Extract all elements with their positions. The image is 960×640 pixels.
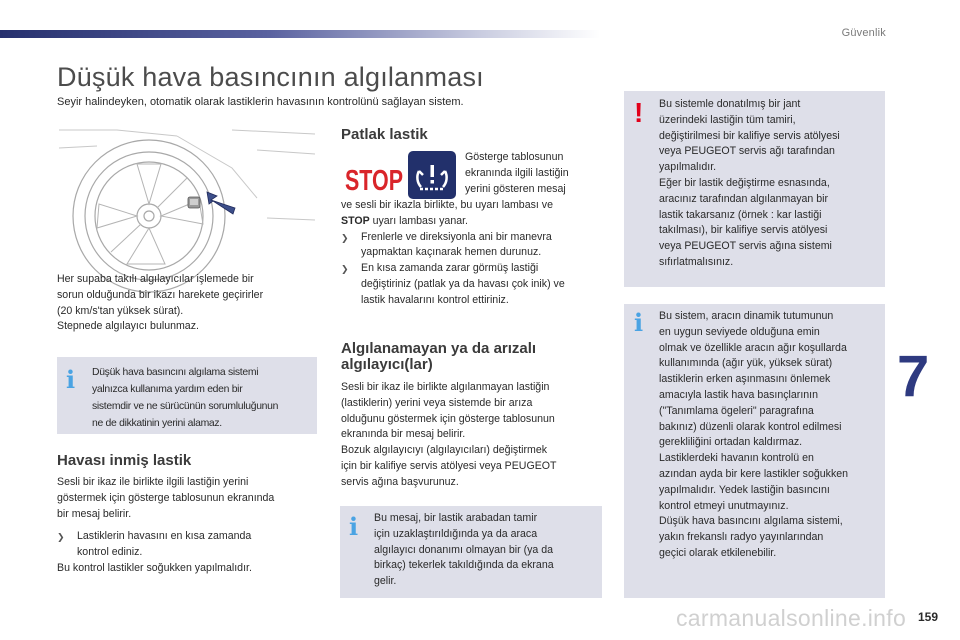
text-line: Stepnede algılayıcı bulunmaz. [57,320,199,333]
text-line: yerini gösteren mesaj [465,182,566,195]
text-line: yapılmalıdır. [659,161,717,174]
text-line: ne de dikkatinin yerini alamaz. [92,418,222,429]
chapter-number: 7 [897,344,930,409]
text-line: olduğunu göstermek için gösterge tablosunun [341,412,555,425]
text-line: ("Tanımlama ögeleri" paragrafına [659,404,814,417]
text-line: için bir kalifiye servis atölyesi veya PEUGEOT [341,459,557,472]
text-line: Her supaba takılı algılayıcılar işlemede bir [57,273,254,285]
text-line: kontrol etmeyi unutmayınız. [659,499,789,512]
puncture-side-text [465,150,595,197]
page-title: Düşük hava basıncının algılanması [57,62,484,92]
text-line: ve sesli bir ikazla birlikte, bu uyarı lambası ve [341,199,553,211]
info-box-text [92,364,314,432]
info-box-text [374,511,596,590]
stop-label: STOP [345,165,403,197]
text-line: sıfırlatmalısınız. [659,255,734,268]
text-line: üzerindeki lastiğin tüm tamiri, [659,113,796,126]
tire-valve-sensor-illustration [57,128,317,260]
text-line: Gösterge tablosunun [465,151,564,163]
text-line: Bu sistemle donatılmış bir jant [659,98,801,110]
text-line: Bu mesaj, bir lastik arabadan tamir [374,512,538,524]
text-line: yapmaktan kaçınarak hemen durunuz. [361,246,542,259]
info-box-text [659,309,883,562]
text-line: amacıyla lastik hava basınçlarının [659,388,818,401]
text-line: olmak ve özellikle aracın ağır koşullarda [659,341,847,354]
text-line: yalnızca kullanıma yardım eden bir [92,384,243,395]
text-line: ekranında ilgili lastiğin [465,166,569,179]
text-line: lastiklerin erken aşınmasını önlemek [659,373,831,386]
bullet-item [341,230,603,262]
text-line: En kısa zamanda zarar görmüş lastiği [361,262,539,275]
text-line: STOP uyarı lambası yanar. [341,214,468,227]
stop-word: STOP [341,214,370,227]
header-bar [0,30,600,38]
text-line: (lastiklerin) yerini veya sistemde bir arıza [341,396,533,409]
text-line: göstermek için gösterge tablosunun ekranında [57,491,275,504]
info-box-system-limits [624,304,885,598]
text-line: kullanımında (ağır yük, yüksek sürat) [659,357,833,370]
bullet-item [57,529,322,561]
text-line: en uygun seviyede olduğuna emin [659,325,820,338]
text-line: sistemdir ve ne sürücünün sorumluluğunun [92,401,279,412]
text-line: Lastiklerin havasını en kısa zamanda [77,530,252,543]
info-icon: i [349,512,359,541]
bullet-item [341,261,603,308]
page-number: 159 [918,610,939,624]
text-line: lastik havalarını kontrol ettiriniz. [361,293,509,306]
text-line: veya PEUGEOT servis ağına sistemi [659,240,832,253]
watermark: carmanualsonline.info [676,605,907,631]
text-line: gerekliliğini ortadan kaldırmaz. [659,436,803,449]
bullet-icon: ❯ [341,232,349,243]
text-line: servis ağına başvurunuz. [341,475,459,488]
faulty-sensor-text [341,380,603,491]
text-line: Sesli bir ikaz ile birlikte algılanmayan lastiğin [341,381,550,393]
warning-icon: ! [634,97,644,128]
deflated-tyre-text [57,475,322,577]
text-line: (20 km/s'tan yüksek sürat). [57,304,184,317]
text-line: takılması), bir kalifiye servis atölyesi [659,224,828,237]
text-line: yapılmalıdır. Yedek lastiğin basıncını [659,483,830,496]
text-line: Bu sistem, aracın dinamik tutumunun [659,310,834,322]
text-line: aracınız tarafından algılanmayan bir [659,192,829,205]
text-line: azından ayda bir kere lastikler soğukken [659,467,849,480]
heading-faulty-sensor: Algılanamayan ya da arızalı algılayıcı(lar) [341,340,537,373]
text-line: Düşük hava basıncını algılama sistemi, [659,515,843,528]
text-line: geçici olarak etkilenebilir. [659,546,777,559]
tyre-pressure-warning-icon [408,151,456,199]
text-line: değiştiriniz (patlak ya da havası çok inik) ve [361,277,565,290]
stop-warning-icon [343,160,405,196]
text-line: gelir. [374,575,397,588]
text-line: bakınız) düzenli olarak kontrol edilmesi [659,420,842,433]
text-line: için uzaklaştırıldığında ya da araca [374,527,538,540]
text-line: Lastiklerdeki havanın kontrolü en [659,452,814,465]
text-line: sorun olduğunda bir ikazı harekete geçirirler [57,288,264,301]
text-line: bir mesaj belirir. [57,507,132,520]
text-line: lastik takarsanız (örnek : kar lastiği [659,208,822,221]
text-line: ekranında bir mesaj belirir. [341,428,466,441]
info-icon: i [66,365,76,394]
heading-deflated-tyre: Havası inmiş lastik [57,452,192,469]
puncture-text [341,198,603,309]
bullet-icon: ❯ [57,532,65,543]
text-line: Eğer bir lastik değiştirme esnasında, [659,176,830,189]
warning-box-repair [624,91,885,287]
text-line: kontrol ediniz. [77,546,143,559]
text-line: yakın frekanslı radyo yayınlarından [659,531,824,544]
text-line: Frenlerle ve direksiyonla ani bir manevra [361,230,552,243]
text-line: Düşük hava basıncını algılama sistemi [92,367,259,378]
section-name: Güvenlik [841,27,886,39]
text-line: Bu kontrol lastikler soğukken yapılmalıdır. [57,561,252,574]
text-line: Sesli bir ikaz ile birlikte ilgili lastiğin yerini [57,476,249,488]
text-line: değiştirilmesi bir kalifiye servis atölyesi [659,129,840,142]
info-icon: i [634,308,644,337]
sensor-description [57,272,317,335]
text-line: algılayıcı donanımı olmayan bir (ya da [374,543,554,556]
heading-puncture: Patlak lastik [341,126,428,143]
warning-box-text [659,97,881,271]
bullet-icon: ❯ [341,264,349,275]
text-line: Bozuk algılayıcıyı (algılayıcıları) değiştirmek [341,444,548,457]
text-line: birkaç) tekerlek takıldığında da ekrana [374,559,554,572]
info-box-wheel-removed [340,506,602,598]
intro-text: Seyir halindeyken, otomatik olarak lastiklerin havasının kontrolünü sağlayan sistem. [57,96,464,108]
text-line: veya PEUGEOT servis ağı tarafından [659,145,835,158]
info-box-assist [57,357,317,434]
